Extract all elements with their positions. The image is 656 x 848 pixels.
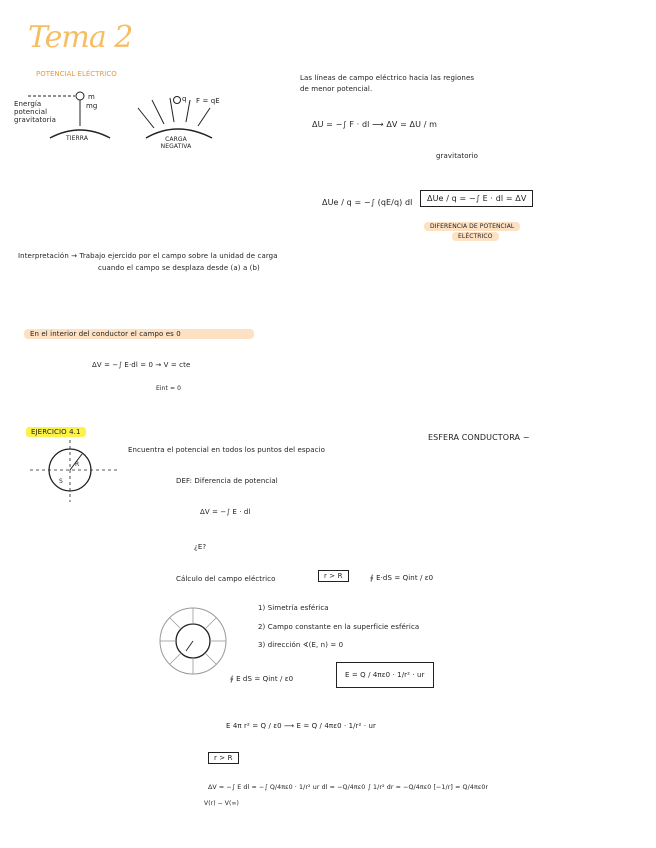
step-3: 3) dirección ∢(E, n) = 0 xyxy=(258,641,344,649)
mg-label: mg xyxy=(86,102,98,110)
mass-label: m xyxy=(88,93,95,101)
e4pi-eq: E 4π r² = Q / ε0 ⟶ E = Q / 4πε0 · 1/r² · ur xyxy=(226,722,377,730)
gauss-surface-diagram xyxy=(156,606,230,676)
force-label: F = qE xyxy=(196,97,220,105)
box-caption-2: ELÉCTRICO xyxy=(452,232,499,241)
case-1: r > R xyxy=(318,570,349,582)
svg-text:R: R xyxy=(75,461,80,468)
lineas-text-2: de menor potencial. xyxy=(300,85,373,93)
carga-negativa-label: CARGA NEGATIVA xyxy=(160,136,192,150)
eq-electric: ΔUe / q = −∫ (qE/q) dl xyxy=(322,198,413,207)
page-title: Tema 2 xyxy=(28,20,133,55)
tierra-label: TIERRA xyxy=(66,135,89,142)
gauss-1: ∮ E·dS = Qint / ε0 xyxy=(370,574,434,582)
exercise-label: EJERCICIO 4.1 xyxy=(26,427,86,437)
step-2: 2) Campo constante en la superficie esférica xyxy=(258,623,420,631)
eq-gravitational: ΔU = −∫ F · dl ⟶ ΔV = ΔU / m xyxy=(312,120,438,129)
final-eq: ΔV = −∫ E dl = −∫ Q/4πε0 · 1/r² ur dl = −Q/4πε0 ∫ 1/r² dr = −Q/4πε0 [−1/r] = Q/4πε0r xyxy=(208,784,489,791)
conductor-eq-note: Eint = 0 xyxy=(156,385,182,392)
eq-gravit-note: gravitatorio xyxy=(436,152,479,160)
gauss-2: ∮ E dS = Qint / ε0 xyxy=(230,675,294,683)
sphere-diagram xyxy=(30,440,120,502)
svg-text:S: S xyxy=(59,478,63,485)
energia-label: Energía potencial gravitatoria xyxy=(14,100,57,124)
interpretacion-1: Interpretación → Trabajo ejercido por el campo sobre la unidad de carga xyxy=(18,252,278,260)
section-subtitle: POTENCIAL ELÉCTRICO xyxy=(36,70,117,78)
sphere-title: ESFERA CONDUCTORA − xyxy=(428,433,530,442)
calc-label: Cálculo del campo eléctrico xyxy=(176,575,276,583)
def-label: DEF: Diferencia de potencial xyxy=(176,477,278,485)
case-2: r > R xyxy=(208,752,239,764)
interpretacion-2: cuando el campo se desplaza desde (a) a (b) xyxy=(98,264,260,272)
exercise-prompt: Encuentra el potencial en todos los puntos del espacio xyxy=(128,446,325,454)
result-box: E = Q / 4πε0 · 1/r² · ur xyxy=(336,662,434,688)
q-label: q xyxy=(182,95,187,103)
eq-box: ΔUe / q = −∫ E · dl = ΔV xyxy=(420,190,533,207)
lineas-text-1: Las líneas de campo eléctrico hacia las regiones xyxy=(300,74,475,82)
final-eq-note: V(r) − V(∞) xyxy=(204,800,239,807)
conductor-highlight: En el interior del conductor el campo es 0 xyxy=(24,329,254,339)
campo-question: ¿E? xyxy=(194,543,207,551)
def-eq: ΔV = −∫ E · dl xyxy=(200,508,251,516)
step-1: 1) Simetría esférica xyxy=(258,604,329,612)
conductor-eq: ΔV = −∫ E·dl = 0 → V = cte xyxy=(92,361,191,369)
box-caption-1: DIFERENCIA DE POTENCIAL xyxy=(424,222,520,231)
